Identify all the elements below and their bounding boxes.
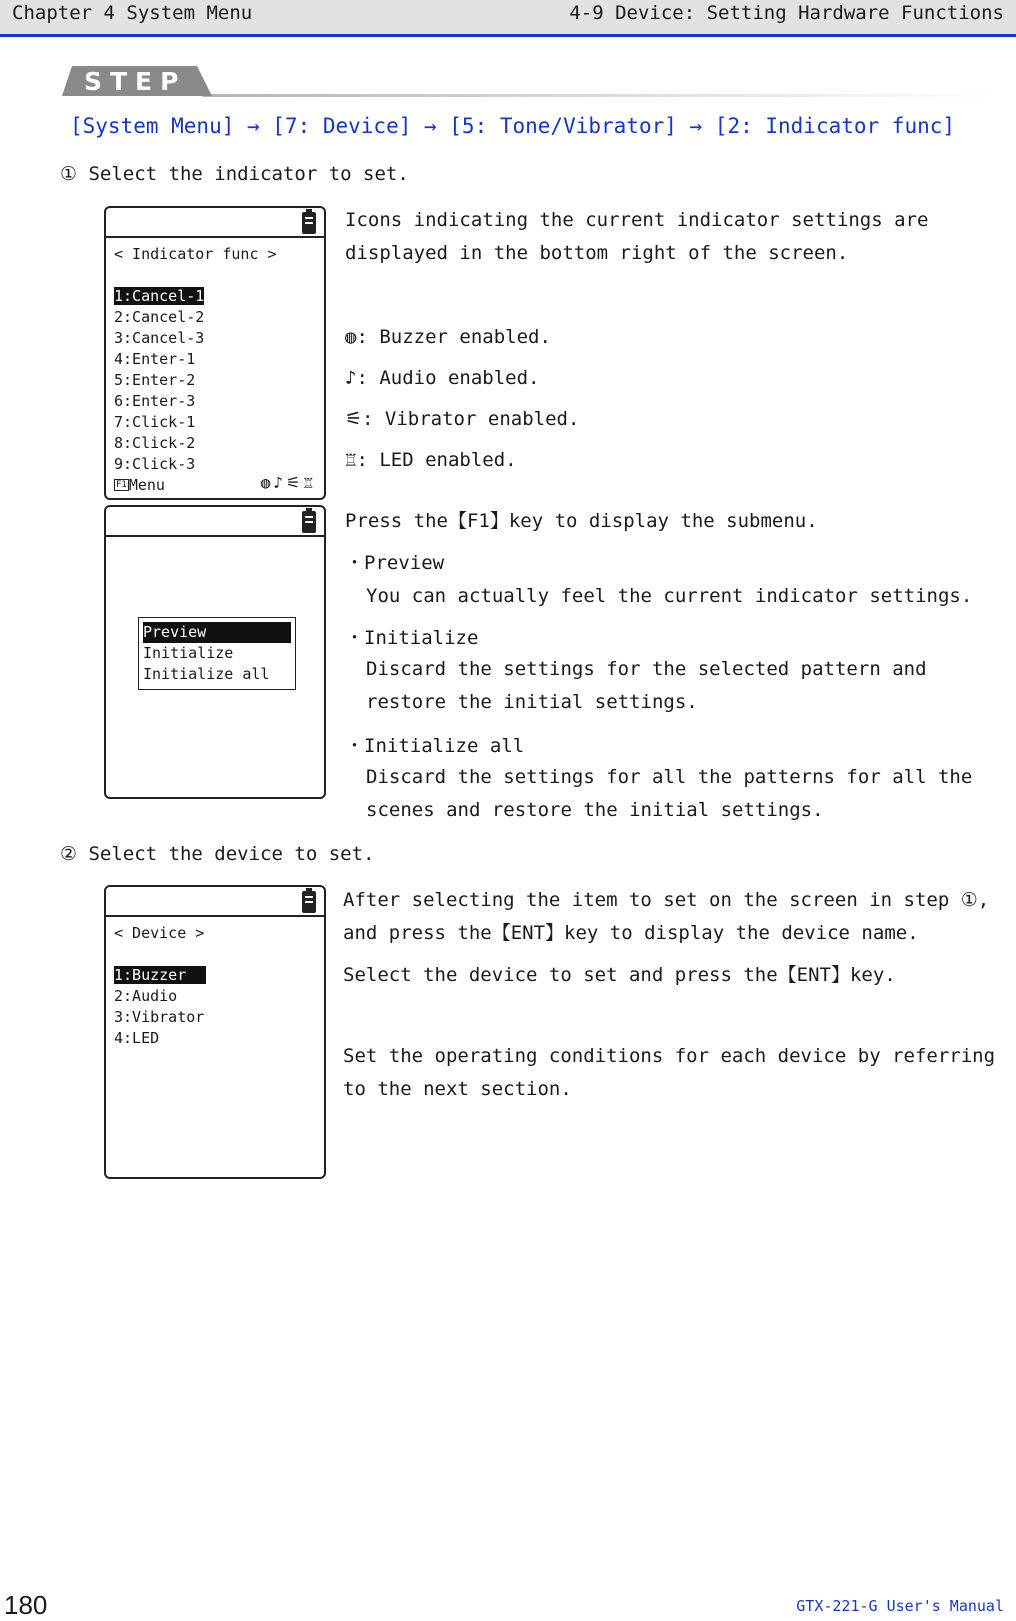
- nav-path: [System Menu] → [7: Device] → [5: Tone/Vibrator] → [2: Indicator func]: [70, 114, 956, 138]
- f1-key-icon: F1: [116, 480, 127, 490]
- list-item-selected[interactable]: 1:Buzzer: [114, 966, 206, 984]
- submenu-screen: [104, 505, 326, 799]
- section-title: 4-9 Device: Setting Hardware Functions: [569, 2, 1004, 24]
- initialize-text: Discard the settings for the selected pattern and restore the initial settings.: [366, 658, 927, 713]
- vibrator-icon: ⚟: [345, 408, 363, 430]
- step2-text: ② Select the device to set.: [60, 843, 375, 865]
- list-item[interactable]: 3:Cancel-3: [114, 329, 205, 347]
- legend-audio: : Audio enabled.: [356, 367, 540, 389]
- indicator-func-screen: [104, 206, 326, 500]
- step-label: STEP: [84, 67, 187, 96]
- list-item-selected[interactable]: 1:Cancel-1: [114, 287, 205, 305]
- legend-vibrator: : Vibrator enabled.: [362, 408, 580, 430]
- initialize-all-text: Discard the settings for all the patterns for all the scenes and restore the initial settings.: [366, 766, 973, 821]
- desc3-p3: Set the operating conditions for each device by referring to the next section.: [343, 1045, 996, 1100]
- list-item[interactable]: 9:Click-3: [114, 455, 196, 473]
- menu-item-initialize-all[interactable]: Initialize all: [143, 665, 270, 683]
- list-item[interactable]: 4:Enter-1: [114, 350, 196, 368]
- buzzer-icon: ◍: [345, 326, 357, 348]
- chapter-title: Chapter 4 System Menu: [12, 2, 253, 24]
- desc1-intro: Icons indicating the current indicator settings are displayed in the bottom right of the screen.: [345, 209, 929, 264]
- device-screen: [104, 885, 326, 1179]
- desc3-p1: After selecting the item to set on the screen in step ①, and press the【ENT】key to display the device name.: [343, 889, 990, 944]
- page-header: [0, 0, 1016, 36]
- desc2-intro: Press the【F1】key to display the submenu.: [345, 510, 818, 532]
- legend-buzzer: : Buzzer enabled.: [356, 326, 551, 348]
- menu-item-initialize[interactable]: Initialize: [143, 644, 234, 662]
- list-item[interactable]: 7:Click-1: [114, 413, 196, 431]
- screen-title: < Device >: [114, 924, 205, 942]
- legend-led: : LED enabled.: [356, 449, 517, 471]
- indicator-status-icons: ◍♪⚟♖: [260, 473, 316, 492]
- list-item[interactable]: 5:Enter-2: [114, 371, 196, 389]
- battery-icon: [302, 891, 316, 913]
- submenu-popup: [138, 617, 296, 690]
- list-item[interactable]: 2:Cancel-2: [114, 308, 205, 326]
- menu-label[interactable]: Menu: [128, 476, 165, 494]
- audio-icon: ♪: [345, 367, 357, 389]
- preview-heading: ・Preview: [345, 552, 445, 574]
- menu-item-preview[interactable]: Preview: [143, 622, 291, 643]
- desc3-p2: Select the device to set and press the【ENT】key.: [343, 964, 896, 986]
- led-icon: ♖: [345, 449, 357, 471]
- preview-text: You can actually feel the current indicator settings.: [366, 585, 973, 607]
- list-item[interactable]: 2:Audio: [114, 987, 178, 1005]
- screen-title: < Indicator func >: [114, 245, 277, 263]
- list-item[interactable]: 4:LED: [114, 1029, 160, 1047]
- battery-icon: [302, 511, 316, 533]
- list-item[interactable]: 8:Click-2: [114, 434, 196, 452]
- initialize-heading: ・Initialize: [345, 627, 479, 649]
- list-item[interactable]: 6:Enter-3: [114, 392, 196, 410]
- page-number: 180: [4, 1590, 48, 1620]
- manual-title: GTX-221-G User's Manual: [796, 1597, 1004, 1615]
- step1-text: ① Select the indicator to set.: [60, 163, 409, 185]
- list-item[interactable]: 3:Vibrator: [114, 1008, 205, 1026]
- initialize-all-heading: ・Initialize all: [345, 735, 525, 757]
- battery-icon: [302, 212, 316, 234]
